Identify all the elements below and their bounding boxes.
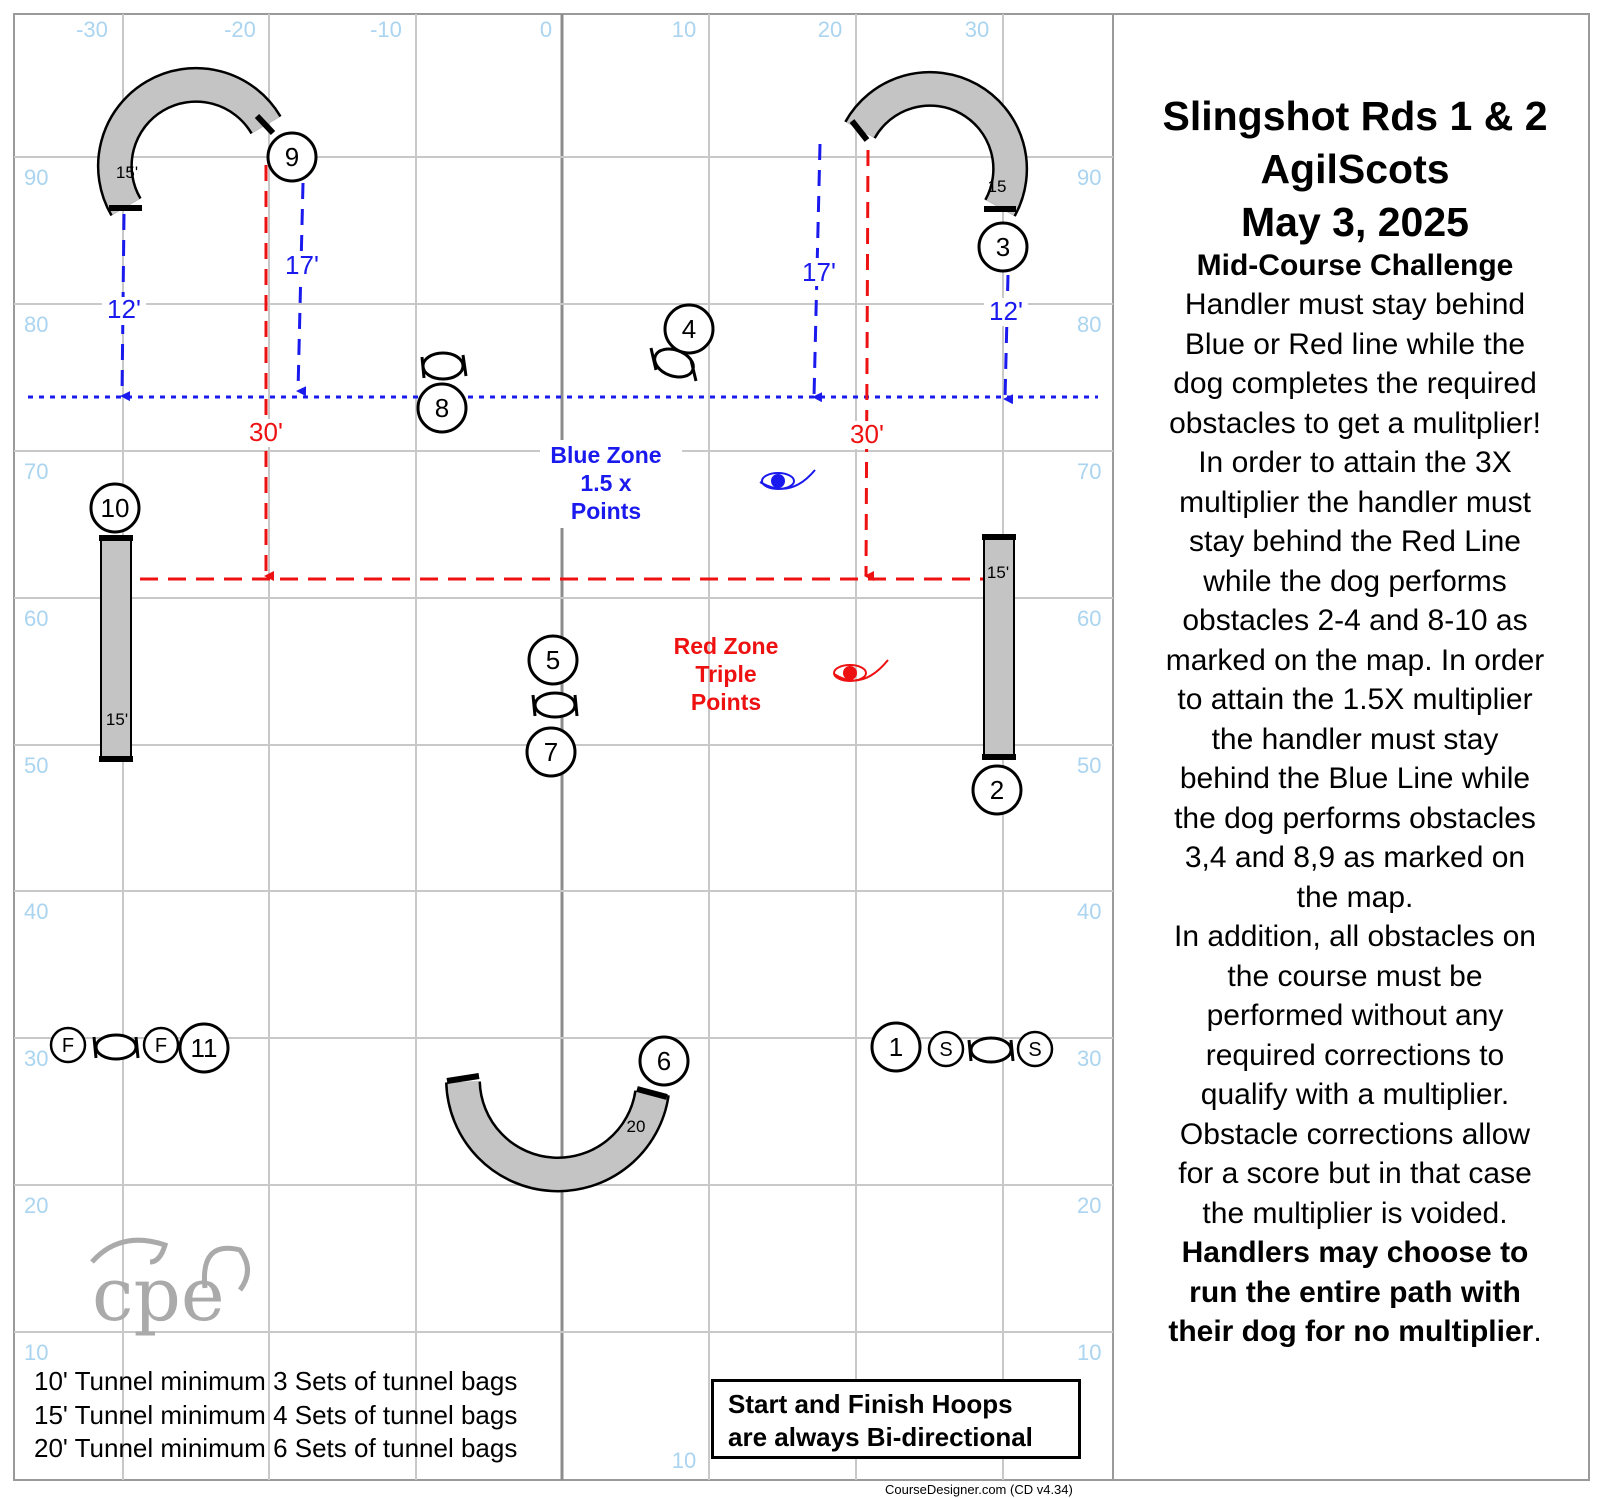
- challenge-bold-line: Handlers may choose to: [1181, 1236, 1529, 1269]
- x-axis-label: 10: [671, 1448, 697, 1473]
- y-axis-label: 20: [24, 1193, 49, 1218]
- obstacle-number-label: 7: [543, 737, 559, 767]
- finish-marker-label: F: [154, 1035, 168, 1057]
- distance-arrow-right-red-30: [866, 150, 868, 576]
- distance-label: 12': [107, 294, 141, 324]
- tunnel-bag-note: 20' Tunnel minimum 6 Sets of tunnel bags: [34, 1433, 518, 1463]
- tunnel-bag-note: 15' Tunnel minimum 4 Sets of tunnel bags: [34, 1399, 518, 1430]
- y-axis-label: 50: [24, 753, 49, 778]
- tunnel-10: [99, 538, 133, 759]
- obstacle-number-label: 9: [284, 142, 300, 172]
- tunnel-2: [982, 537, 1016, 757]
- distance-label: 17': [802, 257, 836, 287]
- obstacle-number-label: 1: [888, 1032, 904, 1062]
- red-zone-label: Triple: [695, 661, 757, 687]
- obstacle-number-label: 5: [545, 645, 561, 675]
- challenge-body-line: stay behind the Red Line: [1189, 525, 1521, 558]
- distance-label: 30': [249, 417, 283, 447]
- x-axis-label: -10: [370, 17, 402, 42]
- y-axis-label: 50: [1077, 753, 1102, 778]
- challenge-bold-line: run the entire path with: [1189, 1275, 1521, 1309]
- x-axis-label: -20: [224, 17, 256, 42]
- challenge-body-line: In order to attain the 3X: [1198, 446, 1512, 479]
- y-axis-label: 10: [24, 1340, 49, 1365]
- challenge-body-line: the course must be: [1227, 959, 1483, 993]
- challenge-body-line: In addition, all obstacles on: [1174, 920, 1536, 953]
- challenge-body-line: 3,4 and 8,9 as marked on: [1184, 841, 1526, 874]
- hoops-note-box: [711, 1379, 1081, 1459]
- challenge-body-line: Handler must stay behind: [1184, 288, 1526, 321]
- title-line: May 3, 2025: [1241, 199, 1469, 245]
- y-axis-label: 10: [1077, 1340, 1102, 1365]
- challenge-body-line: the multiplier is voided.: [1202, 1196, 1508, 1230]
- challenge-body-line: obstacles to get a mulitplier!: [1169, 406, 1541, 440]
- handler-blue-icon: [760, 470, 815, 489]
- tunnel-length-label: 15': [115, 163, 139, 182]
- y-axis-label: 60: [24, 606, 49, 631]
- obstacle-number-label: 11: [190, 1033, 218, 1063]
- challenge-body-line: obstacles 2-4 and 8-10 as: [1182, 604, 1528, 637]
- y-axis-label: 70: [24, 459, 49, 484]
- hoops-note-line: Start and Finish Hoops: [728, 1389, 1013, 1419]
- tunnel-3: [852, 89, 1016, 209]
- challenge-body-line: multiplier the handler must: [1179, 485, 1531, 519]
- y-axis-label: 60: [1077, 606, 1102, 631]
- blue-zone-label: Points: [570, 498, 642, 524]
- challenge-body-line: required corrections to: [1205, 1038, 1505, 1072]
- hoops-note-line: are always Bi-directional: [728, 1422, 1033, 1452]
- x-axis-label: -30: [76, 17, 108, 42]
- tunnel-9: [109, 85, 273, 208]
- y-axis-label: 90: [1077, 165, 1102, 190]
- distance-label: 12': [989, 296, 1023, 326]
- obstacle-number-label: 10: [100, 493, 130, 523]
- obstacle-number-label: 8: [434, 393, 450, 423]
- challenge-body-line: while the dog performs: [1203, 564, 1507, 598]
- tunnel-length-label: 15: [987, 177, 1007, 196]
- challenge-heading: Mid-Course Challenge: [1196, 249, 1514, 282]
- start-marker-label: S: [1028, 1039, 1042, 1061]
- tunnel-length-label: 20: [626, 1117, 646, 1136]
- handler-red-icon: [834, 660, 888, 681]
- distance-label: 17': [285, 250, 319, 280]
- y-axis-label: 80: [24, 312, 49, 337]
- x-axis-label: 20: [817, 17, 843, 42]
- x-axis-label: 0: [539, 17, 553, 42]
- challenge-body-line: for a score but in that case: [1178, 1157, 1532, 1190]
- blue-zone-label: Blue Zone: [550, 442, 662, 468]
- challenge-body-line: performed without any: [1206, 999, 1504, 1032]
- obstacle-number-label: 6: [656, 1046, 672, 1076]
- challenge-body: [1120, 285, 1590, 1233]
- challenge-body-line: marked on the map. In order: [1165, 643, 1545, 677]
- cpe-logo-icon: [92, 1240, 248, 1338]
- challenge-bold-suffix: .: [1533, 1315, 1542, 1348]
- hoop-finish: [94, 1035, 138, 1059]
- obstacle-number-label: 3: [995, 232, 1011, 262]
- y-axis-label: 40: [24, 899, 49, 924]
- y-axis-label: 30: [1077, 1046, 1102, 1071]
- y-axis-label: 70: [1077, 459, 1102, 484]
- challenge-body-line: qualify with a multiplier.: [1200, 1078, 1510, 1111]
- blue-zone-label: 1.5 x: [580, 470, 632, 496]
- start-marker-label: S: [939, 1039, 953, 1061]
- course-title: [1120, 90, 1590, 249]
- title-line: Slingshot Rds 1 & 2: [1162, 93, 1548, 139]
- hoop-5-7: [533, 693, 577, 717]
- tunnel-6: [447, 1076, 667, 1174]
- challenge-body-line: the map.: [1296, 880, 1414, 914]
- distance-arrow-left-blue-17: [298, 183, 303, 391]
- hoop-start: [969, 1038, 1013, 1062]
- hoop-8: [422, 353, 466, 379]
- y-axis-label: 80: [1077, 312, 1102, 337]
- challenge-body-line: to attain the 1.5X multiplier: [1177, 683, 1533, 716]
- challenge-description: [1120, 247, 1590, 1352]
- x-axis-label: 30: [964, 17, 990, 42]
- challenge-bold-line: their dog for no multiplier.: [1168, 1315, 1542, 1348]
- challenge-body-line: dog completes the required: [1173, 367, 1537, 400]
- obstacle-number-label: 2: [989, 775, 1005, 805]
- challenge-body-line: Obstacle corrections allow: [1179, 1117, 1531, 1151]
- tunnel-length-label: 15': [986, 563, 1010, 582]
- cpe-logo-text: cpe: [92, 1252, 225, 1338]
- red-zone-label: Points: [690, 689, 762, 715]
- challenge-body-line: Blue or Red line while the: [1184, 327, 1526, 361]
- tunnel-length-label: 15': [105, 710, 129, 729]
- tunnel-bag-notes: [34, 1365, 517, 1466]
- footer-credit: CourseDesigner.com (CD v4.34): [885, 1482, 1073, 1497]
- y-axis-label: 40: [1077, 899, 1102, 924]
- challenge-body-line: behind the Blue Line while: [1179, 762, 1531, 795]
- challenge-body-line: the handler must stay: [1211, 722, 1499, 756]
- distance-arrow-right-blue-12: [1005, 275, 1008, 399]
- y-axis-label: 30: [24, 1046, 49, 1071]
- obstacle-number-label: 4: [681, 314, 697, 344]
- challenge-bold-note: [1120, 1233, 1590, 1352]
- x-axis-label: 10: [671, 17, 697, 42]
- y-axis-label: 20: [1077, 1193, 1102, 1218]
- distance-label: 30': [850, 419, 884, 449]
- tunnel-bag-note: 10' Tunnel minimum 3 Sets of tunnel bags: [34, 1366, 518, 1396]
- title-line: AgilScots: [1260, 146, 1450, 192]
- challenge-body-line: the dog performs obstacles: [1174, 801, 1536, 835]
- finish-marker-label: F: [61, 1035, 75, 1057]
- red-zone-label: Red Zone: [673, 633, 779, 659]
- y-axis-label: 90: [24, 165, 49, 190]
